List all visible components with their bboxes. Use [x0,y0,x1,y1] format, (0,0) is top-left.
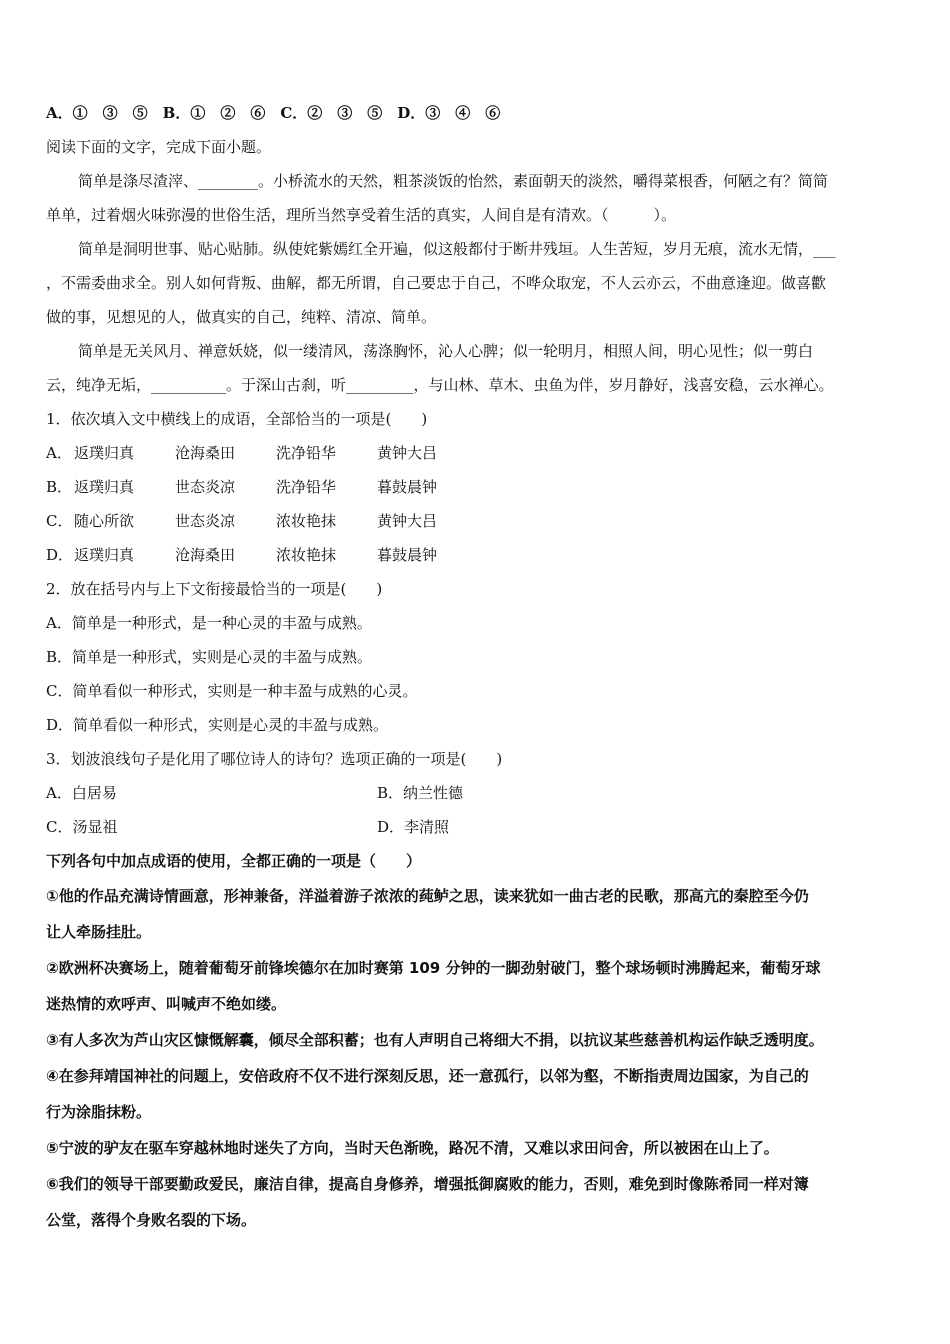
option-idiom: 返璞归真 [74,478,135,496]
sentence-line: ⑤宁波的驴友在驱车穿越林地时迷失了方向，当时天色渐晚，路况不清，又难以求田问舍，所以被困在山上了。 [46,1139,779,1157]
option-row [46,538,912,572]
option-d: D．简单看似一种形式，实则是心灵的丰盈与成熟。 [46,716,389,734]
question-3 [46,742,912,844]
passage-line: ，不需委曲求全。别人如何背叛、曲解，都无所谓，自己要忠于自己，不哗众取宠，不人云亦云，不曲意逢迎。做喜歡 [46,274,827,292]
option-idiom: 黄钟大吕 [377,444,438,462]
question-2 [46,572,912,742]
option-label: A． [46,444,72,462]
question-stem: 1．依次填入文中横线上的成语，全部恰当的一项是( ) [46,410,428,428]
passage-line: 简单是洞明世事、贴心贴肺。纵使姹紫嫣红全开遍，似这般都付于断井残垣。人生苦短，岁月无痕，流水无情，___ [78,240,836,258]
option-idiom: 暮鼓晨钟 [377,546,438,564]
option-c: C．汤显祖 [46,818,118,836]
option-b: B．纳兰性德 [377,784,464,802]
sentence-line: ③有人多次为芦山灾区慷慨解囊，倾尽全部积蓄；也有人声明自己将细大不捐，以抗议某些慈善机构运作缺乏透明度。 [46,1031,824,1049]
option-row [46,776,912,810]
option-idiom: 沧海桑田 [175,546,236,564]
option-row [46,470,912,504]
option-idiom: 沧海桑田 [175,444,236,462]
question-4 [46,844,912,1238]
option-idiom: 返璞归真 [74,546,135,564]
option-label: C． [46,512,73,530]
question-stem: 下列各句中加点成语的使用，全都正确的一项是（ ） [46,852,422,870]
instruction: 阅读下面的文字，完成下面小题。 [46,138,272,156]
option-c: C．简单看似一种形式，实则是一种丰盈与成熟的心灵。 [46,682,418,700]
option-idiom: 世态炎凉 [175,478,236,496]
option-a: A．简单是一种形式，是一种心灵的丰盈与成熟。 [46,614,372,632]
sentence-line: 行为涂脂抹粉。 [46,1103,152,1121]
option-label: D． [46,546,74,564]
sentence-line: ①他的作品充满诗情画意，形神兼备，洋溢着游子浓浓的莼鲈之思，读来犹如一曲古老的民歌，那高亢的秦腔至今仍 [46,887,809,905]
passage-line: 单单，过着烟火味弥漫的世俗生活，理所当然享受着生活的真实，人间自是有清欢。（ ）。 [46,206,677,224]
option-d: D．李清照 [377,818,450,836]
question-stem: 2．放在括号内与上下文衔接最恰当的一项是( ) [46,580,383,598]
option-idiom: 世态炎凉 [175,512,236,530]
option-b: B．简单是一种形式，实则是心灵的丰盈与成熟。 [46,648,373,666]
sentence-line: ⑥我们的领导干部要勤政爱民，廉洁自律，提高自身修养，增强抵御腐败的能力，否则，难免到时像陈希同一样对簿 [46,1175,809,1193]
question-1 [46,402,912,572]
sentence-line: 让人牵肠挂肚。 [46,923,152,941]
option-idiom: 洗净铅华 [276,478,337,496]
option-idiom: 黄钟大吕 [377,512,438,530]
document-page [46,96,912,1238]
option-row [46,504,912,538]
sentence-line: ②欧洲杯决赛场上，随着葡萄牙前锋埃德尔在加时赛第 109 分钟的一脚劲射破门，整个球场顿时沸腾起来，葡萄牙球 [46,959,821,977]
option-idiom: 浓妆艳抹 [276,512,337,530]
option-idiom: 浓妆艳抹 [276,546,337,564]
option-a: A．白居易 [46,784,117,802]
question-stem: 3．划波浪线句子是化用了哪位诗人的诗句？选项正确的一项是( ) [46,750,503,768]
passage-line: 简单是无关风月、禅意妖娆，似一缕清风，荡涤胸怀，沁人心脾；似一轮明月，相照人间，明心见性；似一剪白 [78,342,814,360]
option-label: B． [46,478,73,496]
option-idiom: 暮鼓晨钟 [377,478,438,496]
passage-line: 做的事，见想见的人，做真实的自己，纯粹、清凉、简单。 [46,308,437,326]
option-idiom: 随心所欲 [74,512,135,530]
reading-passage [46,164,912,402]
sentence-line: 迷热情的欢呼声、叫喊声不绝如缕。 [46,995,287,1013]
option-row [46,810,912,844]
sentence-line: 公堂，落得个身败名裂的下场。 [46,1211,257,1229]
passage-line: 简单是涤尽渣滓、________。小桥流水的天然，粗茶淡饭的怡然，素面朝天的淡然，嚼得菜根香，何陋之有？简简 [78,172,829,190]
sentence-line: ④在参拜靖国神社的问题上，安倍政府不仅不进行深刻反思，还一意孤行，以邻为壑，不断指责周边国家，为自己的 [46,1067,809,1085]
passage-line: 云，纯净无垢，__________。于深山古刹，听_________，与山林、草木、虫鱼为伴，岁月静好，浅喜安稳，云水禅心。 [46,376,834,394]
option-row [46,436,912,470]
option-idiom: 洗净铅华 [276,444,337,462]
previous-question-options: A．① ③ ⑤ B．① ② ⑥ C．② ③ ⑤ D．③ ④ ⑥ [46,104,501,122]
option-idiom: 返璞归真 [74,444,135,462]
